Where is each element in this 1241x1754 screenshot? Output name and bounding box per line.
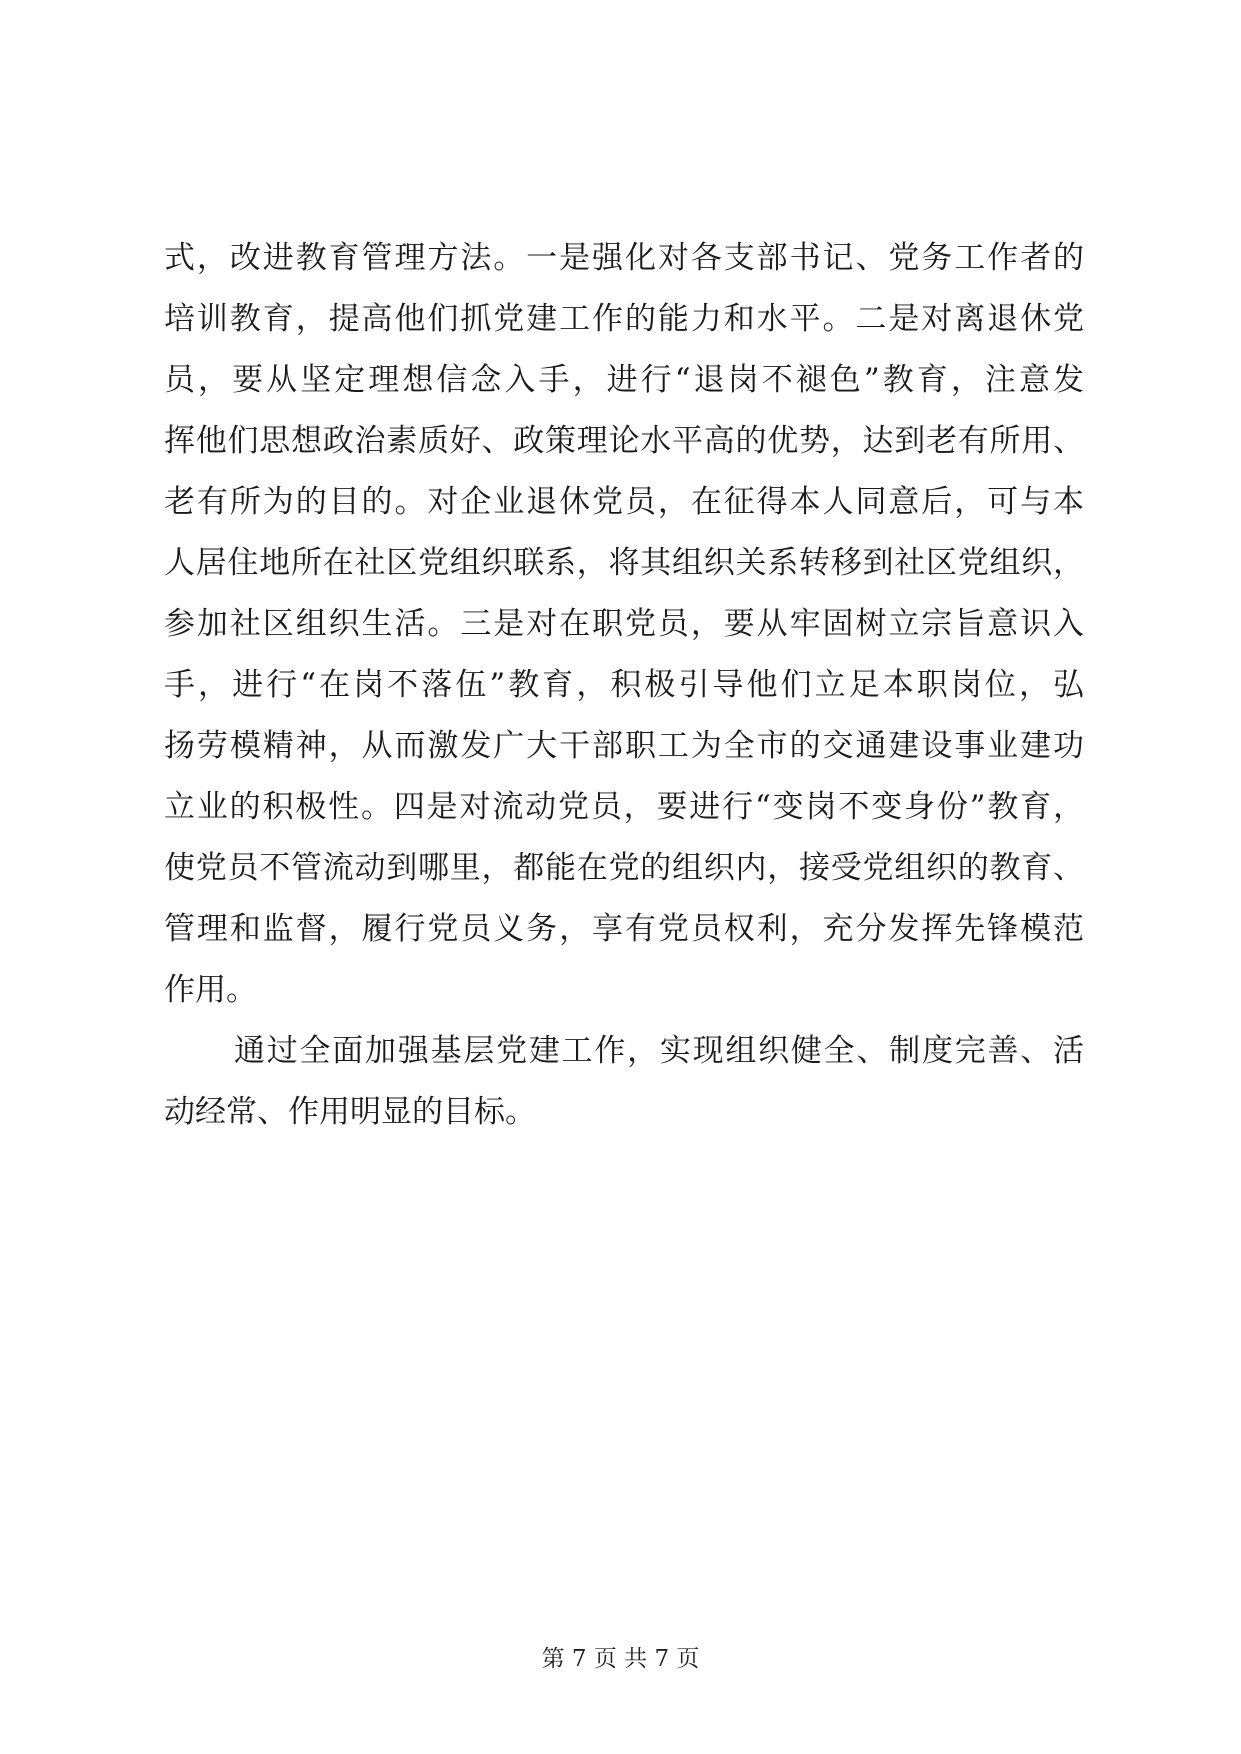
text-line: 员，要从坚定理想信念入手，进行“退岗不褪色”教育，注意发 xyxy=(164,362,1084,398)
text-line: 人居住地所在社区党组织联系，将其组织关系转移到社区党组织， xyxy=(164,545,1084,581)
text-line: 扬劳模精神，从而激发广大干部职工为全市的交通建设事业建功 xyxy=(164,728,1084,764)
text-line: 培训教育，提高他们抓党建工作的能力和水平。二是对离退休党 xyxy=(164,301,1084,337)
text-line: 参加社区组织生活。三是对在职党员，要从牢固树立宗旨意识入 xyxy=(164,606,1084,642)
text-line: 使党员不管流动到哪里，都能在党的组织内，接受党组织的教育、 xyxy=(164,850,1084,886)
text-line: 手，进行“在岗不落伍”教育，积极引导他们立足本职岗位，弘 xyxy=(164,667,1084,703)
text-line: 挥他们思想政治素质好、政策理论水平高的优势，达到老有所用、 xyxy=(164,423,1084,459)
text-line: 立业的积极性。四是对流动党员，要进行“变岗不变身份”教育， xyxy=(164,789,1084,825)
paragraph xyxy=(164,228,1084,1021)
body-text xyxy=(164,228,1084,1143)
text-line: 管理和监督，履行党员义务，享有党员权利，充分发挥先锋模范 xyxy=(164,911,1084,947)
text-line: 通过全面加强基层党建工作，实现组织健全、制度完善、活 xyxy=(234,1033,1084,1069)
text-line: 老有所为的目的。对企业退休党员，在征得本人同意后，可与本 xyxy=(164,484,1084,520)
text-line: 式，改进教育管理方法。一是强化对各支部书记、党务工作者的 xyxy=(164,240,1084,276)
text-line: 动经常、作用明显的目标。 xyxy=(164,1094,536,1130)
paragraph xyxy=(164,1021,1084,1143)
text-line: 作用。 xyxy=(164,972,257,1008)
page-number-footer: 第 7 页 共 7 页 xyxy=(541,1646,700,1672)
